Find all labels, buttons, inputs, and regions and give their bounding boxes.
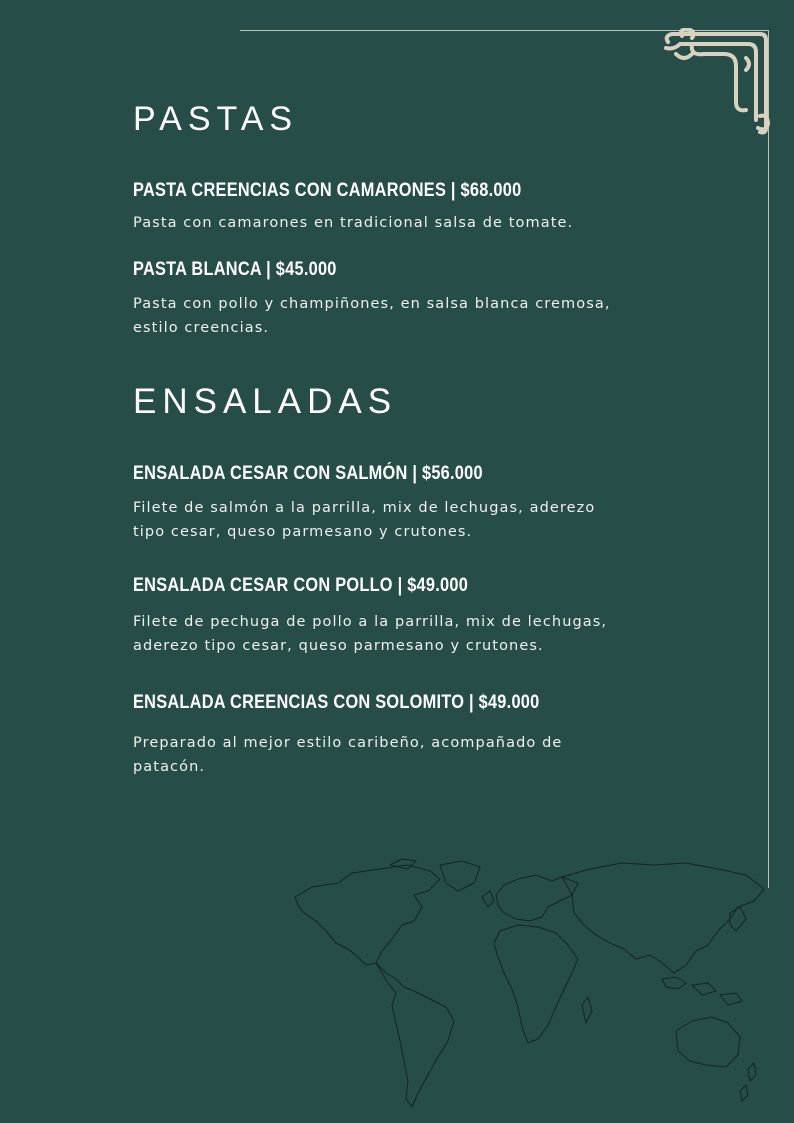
item-desc-pasta-creencias: Pasta con camarones en tradicional salsa de tomate.	[133, 215, 574, 231]
item-title-ensalada-pollo: ENSALADA CESAR CON POLLO | $49.000	[133, 575, 469, 596]
item-title-pasta-blanca: PASTA BLANCA | $45.000	[133, 259, 337, 280]
item-desc-ensalada-salmon: Filete de salmón a la parrilla, mix de lechugas, aderezo tipo cesar, queso parmesano y crutones.	[133, 500, 596, 540]
item-title-pasta-creencias: PASTA CREENCIAS CON CAMARONES | $68.000	[133, 180, 522, 201]
section-title-pastas: PASTAS	[133, 100, 299, 138]
section-title-ensaladas: ENSALADAS	[133, 382, 398, 421]
item-desc-ensalada-pollo: Filete de pechuga de pollo a la parrilla, mix de lechugas, aderezo tipo cesar, queso parmesano y crutones.	[133, 614, 608, 654]
ornamental-corner-icon	[662, 28, 772, 138]
item-desc-ensalada-solomito: Preparado al mejor estilo caribeño, acompañado de patacón.	[133, 735, 563, 775]
world-map-icon	[290, 855, 770, 1115]
item-title-ensalada-salmon: ENSALADA CESAR CON SALMÓN | $56.000	[133, 463, 483, 484]
item-title-ensalada-solomito: ENSALADA CREENCIAS CON SOLOMITO | $49.000	[133, 692, 540, 713]
frame-right-line	[768, 30, 769, 888]
item-desc-pasta-blanca: Pasta con pollo y champiñones, en salsa blanca cremosa, estilo creencias.	[133, 296, 611, 336]
